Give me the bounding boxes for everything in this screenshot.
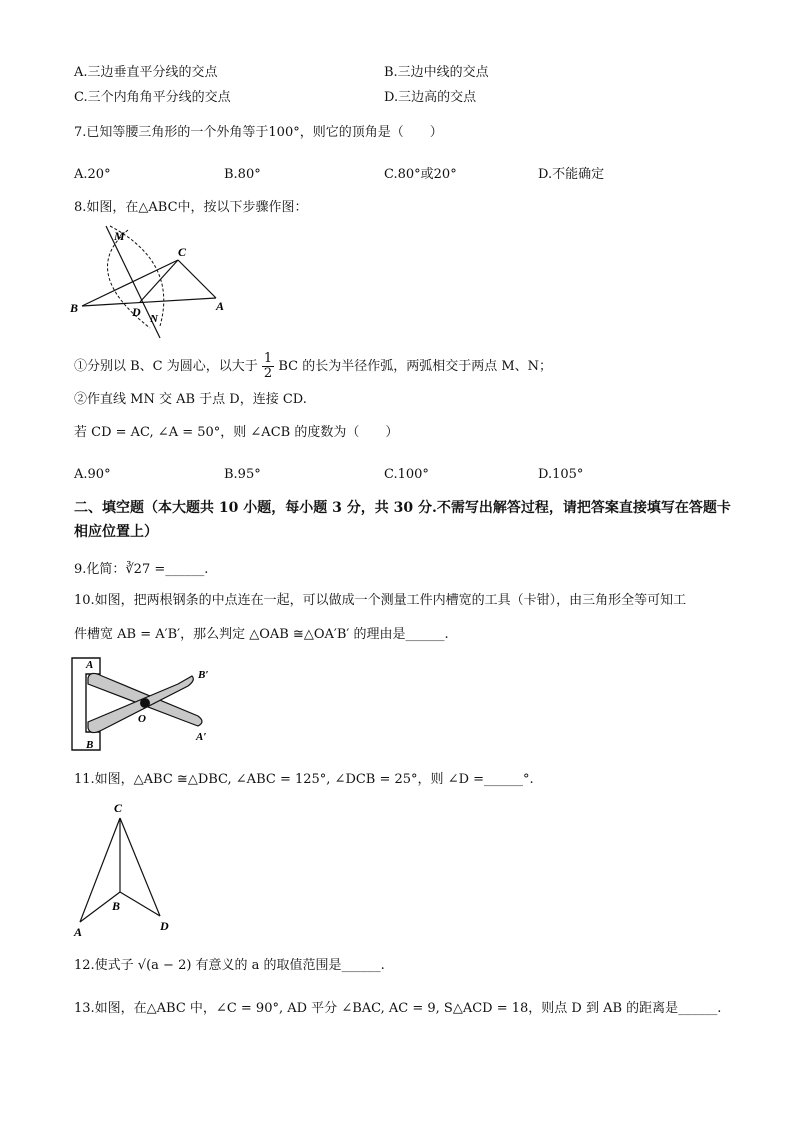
q9-blank: ______ <box>165 562 205 577</box>
q6-option-c: C.三个内角角平分线的交点 <box>74 90 231 105</box>
q10-label-a-prime: A′ <box>196 731 207 743</box>
q11-stem-post: °. <box>523 772 534 787</box>
q8-label-n: N <box>150 313 158 325</box>
q12-stem-pre: 12.使式子 √(a − 2) 有意义的 a 的取值范围是 <box>74 958 342 973</box>
q11-label-a: A <box>74 925 83 939</box>
q8-step2: ②作直线 MN 交 AB 于点 D，连接 CD. <box>74 392 307 407</box>
q8-label-b: B <box>70 301 79 315</box>
q7-stem-pre: 7.已知等腰三角形的一个外角等于 <box>74 125 269 140</box>
q7-option-b: B.80° <box>224 167 261 182</box>
q8-condition: 若 CD = AC, ∠A = 50°，则 ∠ACB 的度数为（ ） <box>74 425 399 440</box>
q10-blank: ______ <box>405 627 445 642</box>
q12-stem-post: . <box>380 958 385 973</box>
q8-figure <box>68 222 228 342</box>
q7-option-c: C.80°或20° <box>384 167 457 182</box>
q10-workpiece <box>72 658 100 750</box>
q6-option-a: A.三边垂直平分线的交点 <box>74 65 218 80</box>
q8-label-d: D <box>132 305 141 319</box>
q9-tail: . <box>204 562 209 577</box>
q8-step1-post: BC 的长为半径作弧，两弧相交于两点 M、N； <box>278 359 553 374</box>
q10-line2-pre: 件槽宽 AB = A′B′，那么判定 △OAB ≅△OA′B′ 的理由是 <box>74 627 406 642</box>
q9-stem <box>74 561 208 579</box>
q8-label-a: A <box>216 299 225 313</box>
q8-segment-cd <box>140 260 178 302</box>
q9-stem-text: 9.化简：∛27 = <box>74 562 166 577</box>
q7-stem <box>74 124 443 142</box>
q11-figure <box>72 800 182 940</box>
q10-pivot-o <box>140 698 150 708</box>
q11-label-b: B <box>112 899 121 913</box>
q11-stem-pre: 11.如图，△ABC ≅△DBC, ∠ABC = 125°, ∠DCB = 25°，则 ∠D = <box>74 772 485 787</box>
q8-segment-ca <box>178 260 216 298</box>
q10-label-b: B <box>86 739 94 751</box>
q10-line1: 10.如图，把两根钢条的中点连在一起，可以做成一个测量工件内槽宽的工具（卡钳），由三角形全等可知工 <box>74 593 687 608</box>
q6-option-b: B.三边中线的交点 <box>384 65 489 80</box>
q7-stem-post: ，则它的顶角是（ ） <box>299 125 443 140</box>
q8-step1-pre: ①分别以 B、C 为圆心，以大于 <box>74 359 258 374</box>
q8-fraction <box>262 352 274 381</box>
q11-label-d: D <box>160 919 169 933</box>
q12-stem <box>74 957 385 975</box>
q10-label-a: A <box>86 659 94 671</box>
q11-segment-cd <box>120 818 160 916</box>
q8-stem: 8.如图，在△ABC中，按以下步骤作图： <box>74 200 308 215</box>
q7-option-d: D.不能确定 <box>538 167 605 182</box>
q13-blank: ______ <box>678 1001 718 1016</box>
q8-arc-left <box>108 230 150 328</box>
q13-stem-post: . <box>717 1001 722 1016</box>
q11-stem <box>74 771 534 789</box>
q7-angle: 100° <box>268 125 300 140</box>
q8-fraction-den: 2 <box>263 366 273 381</box>
q10-line2-post: . <box>444 627 449 642</box>
q10-figure <box>70 656 220 754</box>
q10-label-b-prime: B′ <box>198 669 209 681</box>
q13-stem <box>74 1000 721 1018</box>
q8-segment-ba <box>82 298 216 306</box>
q8-fraction-num: 1 <box>263 351 273 366</box>
q8-label-c: C <box>178 245 187 259</box>
q10-line2 <box>74 626 449 644</box>
q8-option-a: A.90° <box>74 467 111 482</box>
q6-option-d: D.三边高的交点 <box>384 90 477 105</box>
q11-blank: ______ <box>484 772 524 787</box>
q11-label-c: C <box>114 801 123 815</box>
q11-segment-db <box>120 892 160 916</box>
q10-label-o: O <box>138 713 146 725</box>
q13-stem-pre: 13.如图，在△ABC 中，∠C = 90°, AD 平分 ∠BAC, AC = 9, S△ACD = 18，则点 D 到 AB 的距离是 <box>74 1001 679 1016</box>
q8-option-c: C.100° <box>384 467 429 482</box>
q8-option-b: B.95° <box>224 467 261 482</box>
q8-option-d: D.105° <box>538 467 584 482</box>
q8-label-m: M <box>114 229 125 243</box>
q7-option-a: A.20° <box>74 167 111 182</box>
section2-heading: 二、填空题（本大题共 10 小题，每小题 3 分，共 30 分.不需写出解答过程，请把答案直接填写在答题卡相应位置上） <box>74 500 731 540</box>
q8-step1 <box>74 352 552 382</box>
q12-blank: ______ <box>341 958 381 973</box>
